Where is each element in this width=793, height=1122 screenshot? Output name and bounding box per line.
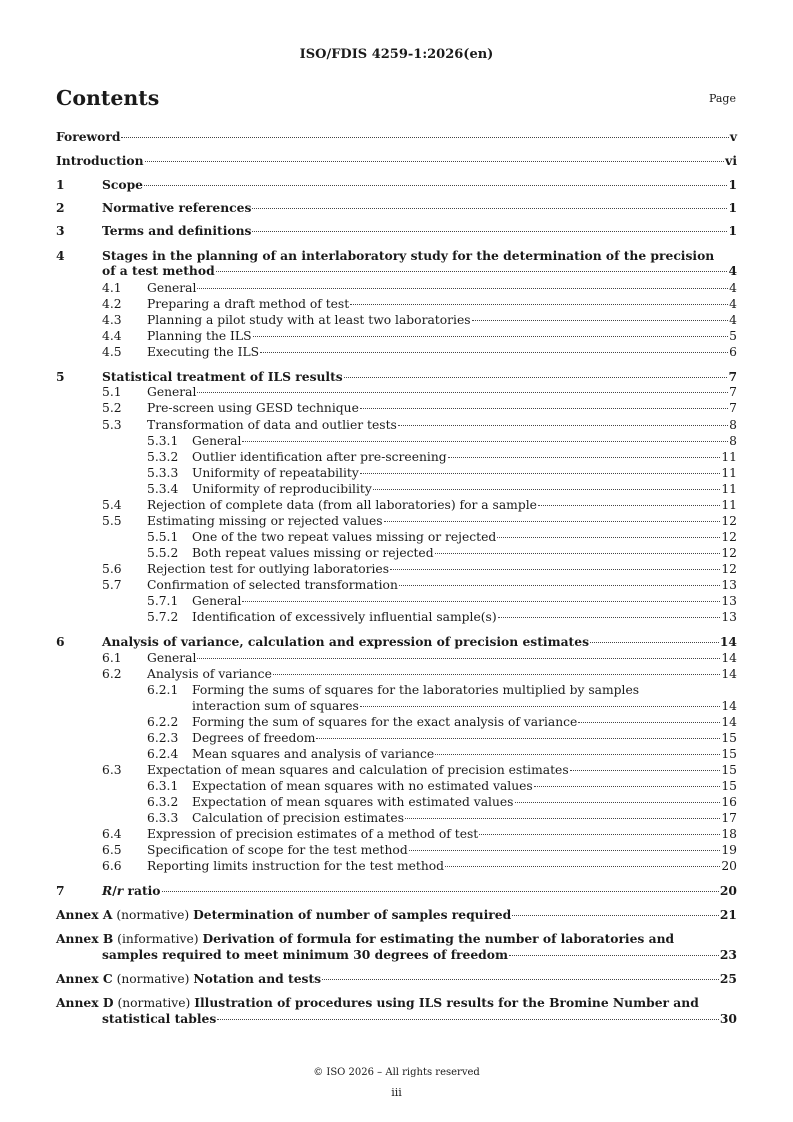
page-title: Contents [56,86,160,110]
document-header: ISO/FDIS 4259-1:2026(en) [299,47,494,62]
copyright-notice: © ISO 2026 – All rights reserved [313,1067,480,1078]
page-number: iii [391,1086,402,1099]
page-column-label: Page [708,92,736,105]
